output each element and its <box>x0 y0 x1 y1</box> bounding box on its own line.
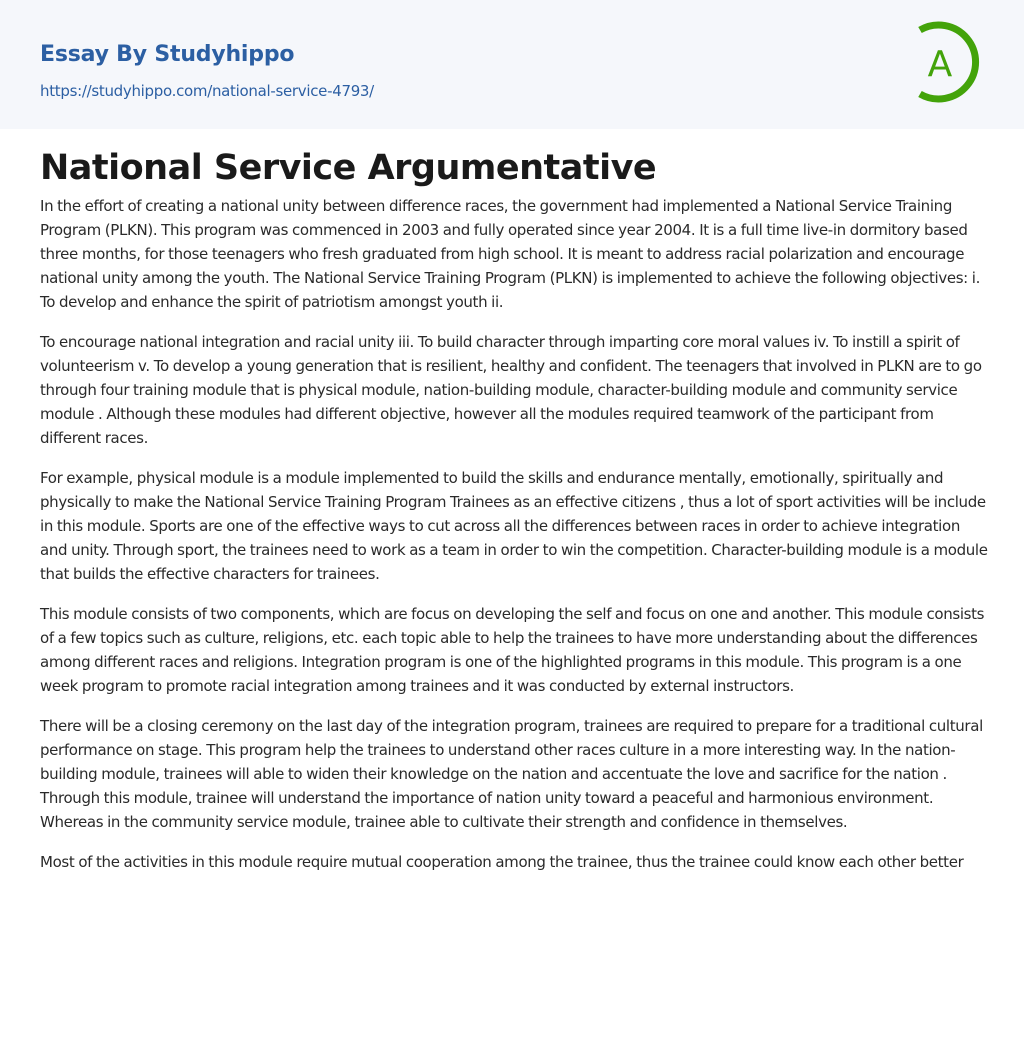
studyhippo-logo-icon[interactable] <box>912 18 988 106</box>
essay-url-link[interactable]: https://studyhippo.com/national-service-4793/ <box>40 82 374 100</box>
page-title: National Service Argumentative <box>40 148 657 188</box>
essay-body <box>40 194 988 890</box>
paragraph: In the effort of creating a national unity between difference races, the government had implemented a National Service Training Program (PLKN). This program was commenced in 2003 and fully operated since year 2004. It is a full time live-in dormitory based three months, for those teenagers who fresh graduated from high school. It is meant to address racial polarization and encourage national unity among the youth. The National Service Training Program (PLKN) is implemented to achieve the following objectives: i. To develop and enhance the spirit of patriotism amongst youth ii. <box>40 197 981 311</box>
brand-name: Essay By Studyhippo <box>40 42 295 67</box>
paragraph: For example, physical module is a module implemented to build the skills and endurance mentally, emotionally, spiritually and physically to make the National Service Training Program Trainees as an effective citizens , thus a lot of sport activities will be include in this module. Sports are one of the effective ways to cut across all the differences between races in order to achieve integration and unity. Through sport, the trainees need to work as a team in order to win the competition. Character-building module is a module that builds the effective characters for trainees. <box>40 469 988 583</box>
paragraph: To encourage national integration and racial unity iii. To build character through imparting core moral values iv. To instill a spirit of volunteerism v. To develop a young generation that is resilient, healthy and confident. The teenagers that involved in PLKN are to go through four training module that is physical module, nation-building module, character-building module and community service module . Although these modules had different objective, however all the modules required teamwork of the participant from different races. <box>40 333 982 447</box>
logo-mark-icon <box>912 18 988 106</box>
paragraph: There will be a closing ceremony on the last day of the integration program, trainees are required to prepare for a traditional cultural performance on stage. This program help the trainees to understand other races culture in a more interesting way. In the nation-building module, trainees will able to widen their knowledge on the nation and accentuate the love and sacrifice for the nation . Through this module, trainee will understand the importance of nation unity toward a peaceful and harmonious environment. Whereas in the community service module, trainee able to cultivate their strength and confidence in themselves. <box>40 717 983 831</box>
paragraph: Most of the activities in this module require mutual cooperation among the trainee, thus the trainee could know each other better <box>40 853 964 871</box>
paragraph: This module consists of two components, which are focus on developing the self and focus on one and another. This module consists of a few topics such as culture, religions, etc. each topic able to help the trainees to have more understanding about the differences among different races and religions. Integration program is one of the highlighted programs in this module. This program is a one week program to promote racial integration among trainees and it was conducted by external instructors. <box>40 605 985 695</box>
svg-text:A: A <box>927 44 953 85</box>
